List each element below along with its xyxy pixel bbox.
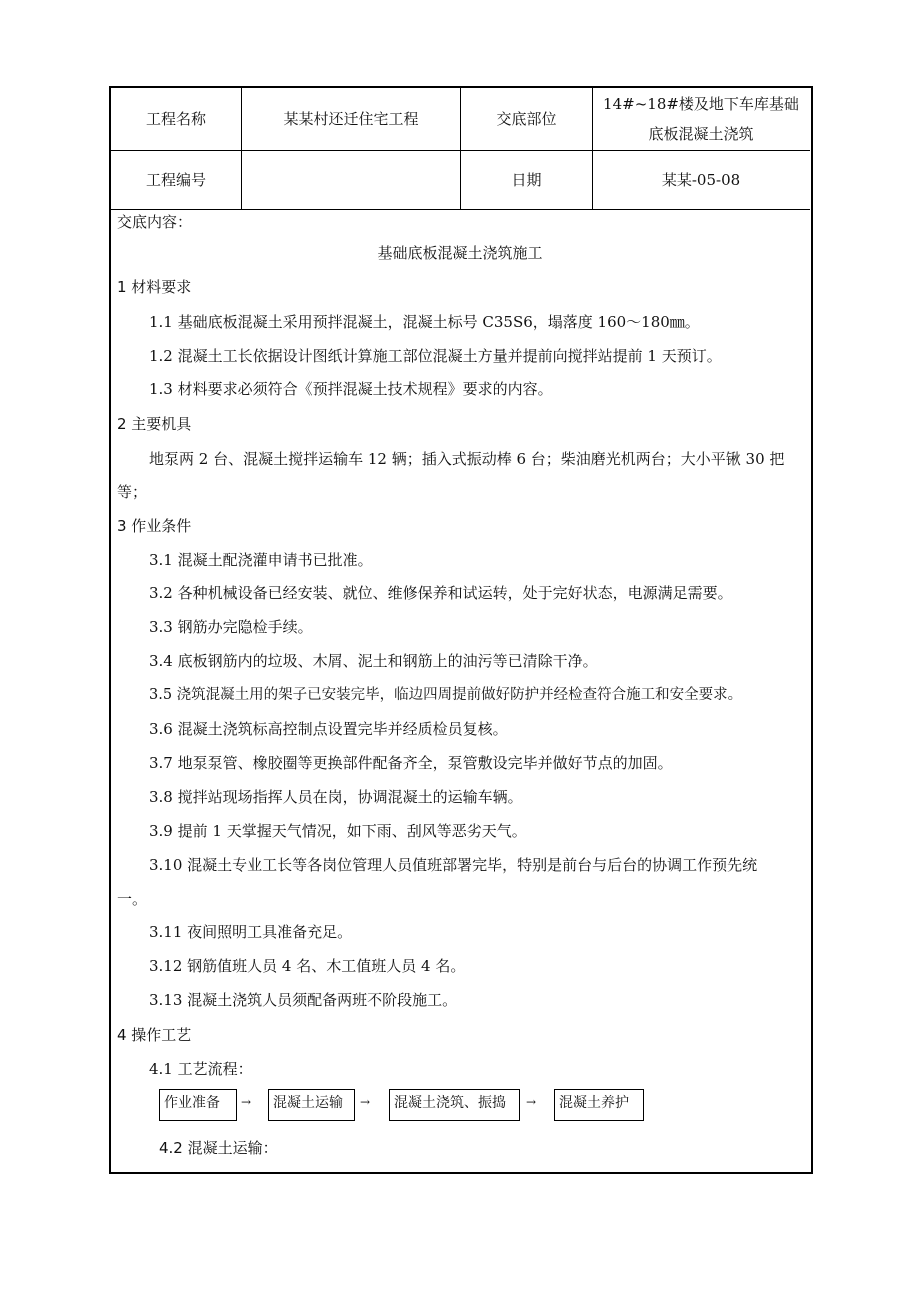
project-no-value bbox=[242, 151, 460, 209]
item-3-4: 3.4 底板钢筋内的垃圾、木屑、泥土和钢筋上的油污等已清除干净。 bbox=[149, 652, 598, 670]
item-3-11: 3.11 夜间照明工具准备充足。 bbox=[149, 923, 353, 941]
flow-arrow-2: → bbox=[360, 1095, 371, 1109]
item-1-3: 1.3 材料要求必须符合《预拌混凝土技术规程》要求的内容。 bbox=[149, 380, 553, 398]
section-4-heading: 4 操作工艺 bbox=[117, 1026, 192, 1044]
project-name-label: 工程名称 bbox=[145, 110, 206, 128]
date-label: 日期 bbox=[511, 171, 542, 189]
item-3-6: 3.6 混凝土浇筑标高控制点设置完毕并经质检员复核。 bbox=[149, 720, 508, 738]
sub-4-1: 4.1 工艺流程： bbox=[149, 1060, 253, 1078]
location-value bbox=[593, 88, 809, 150]
sub-4-2: 4.2 混凝土运输： bbox=[159, 1139, 278, 1157]
flow-step-prepare: 作业准备 bbox=[159, 1089, 237, 1121]
item-3-7: 3.7 地泵泵管、橡胶圈等更换部件配备齐全，泵管敷设完毕并做好节点的加固。 bbox=[149, 754, 673, 772]
location-value-line1: 14#~18#楼及地下车库基础 bbox=[603, 95, 799, 113]
item-3-8: 3.8 搅拌站现场指挥人员在岗，协调混凝土的运输车辆。 bbox=[149, 788, 523, 806]
item-3-2: 3.2 各种机械设备已经安装、就位、维修保养和试运转，处于完好状态，电源满足需要。 bbox=[149, 584, 733, 602]
date-value: 某某-05-08 bbox=[661, 171, 741, 189]
tools-line-2: 等； bbox=[117, 483, 148, 501]
section-1-heading: 1 材料要求 bbox=[117, 278, 192, 296]
flow-step-transport: 混凝土运输 bbox=[268, 1089, 355, 1121]
section-2-heading: 2 主要机具 bbox=[117, 415, 192, 433]
flow-arrow-3: → bbox=[526, 1095, 537, 1109]
item-3-1: 3.1 混凝土配浇灌申请书已批准。 bbox=[149, 551, 373, 569]
flow-arrow-1: → bbox=[241, 1095, 252, 1109]
location-value-line2: 底板混凝土浇筑 bbox=[648, 125, 754, 143]
project-name-value: 某某村还迁住宅工程 bbox=[283, 110, 419, 128]
item-3-12: 3.12 钢筋值班人员 4 名、木工值班人员 4 名。 bbox=[149, 957, 466, 975]
tools-line-1: 地泵两 2 台、混凝土搅拌运输车 12 辆；插入式振动棒 6 台；柴油磨光机两台；大小平锹 30 把 bbox=[149, 450, 785, 468]
flow-step-pour-vibrate: 混凝土浇筑、振捣 bbox=[389, 1089, 520, 1121]
location-label: 交底部位 bbox=[496, 110, 557, 128]
flow-step-cure: 混凝土养护 bbox=[554, 1089, 644, 1121]
doc-title: 基础底板混凝土浇筑施工 bbox=[377, 244, 543, 262]
item-1-1: 1.1 基础底板混凝土采用预拌混凝土，混凝土标号 C35S6，塌落度 160～180㎜。 bbox=[149, 313, 700, 331]
section-3-heading: 3 作业条件 bbox=[117, 517, 192, 535]
item-3-3: 3.3 钢筋办完隐检手续。 bbox=[149, 618, 313, 636]
item-3-13: 3.13 混凝土浇筑人员须配备两班不阶段施工。 bbox=[149, 991, 458, 1009]
intro-label: 交底内容： bbox=[117, 213, 193, 231]
item-3-5: 3.5 浇筑混凝土用的架子已安装完毕，临边四周提前做好防护并经检查符合施工和安全要求。 bbox=[149, 687, 743, 703]
header-bottom-divider bbox=[110, 209, 810, 210]
item-3-9: 3.9 提前 1 天掌握天气情况，如下雨、刮风等恶劣天气。 bbox=[149, 822, 527, 840]
item-3-10: 3.10 混凝土专业工长等各岗位管理人员值班部署完毕，特别是前台与后台的协调工作预先统 bbox=[149, 856, 758, 874]
item-1-2: 1.2 混凝土工长依据设计图纸计算施工部位混凝土方量并提前向搅拌站提前 1 天预订。 bbox=[149, 347, 722, 365]
project-no-label: 工程编号 bbox=[145, 171, 206, 189]
item-3-10-cont: 一。 bbox=[117, 890, 148, 908]
